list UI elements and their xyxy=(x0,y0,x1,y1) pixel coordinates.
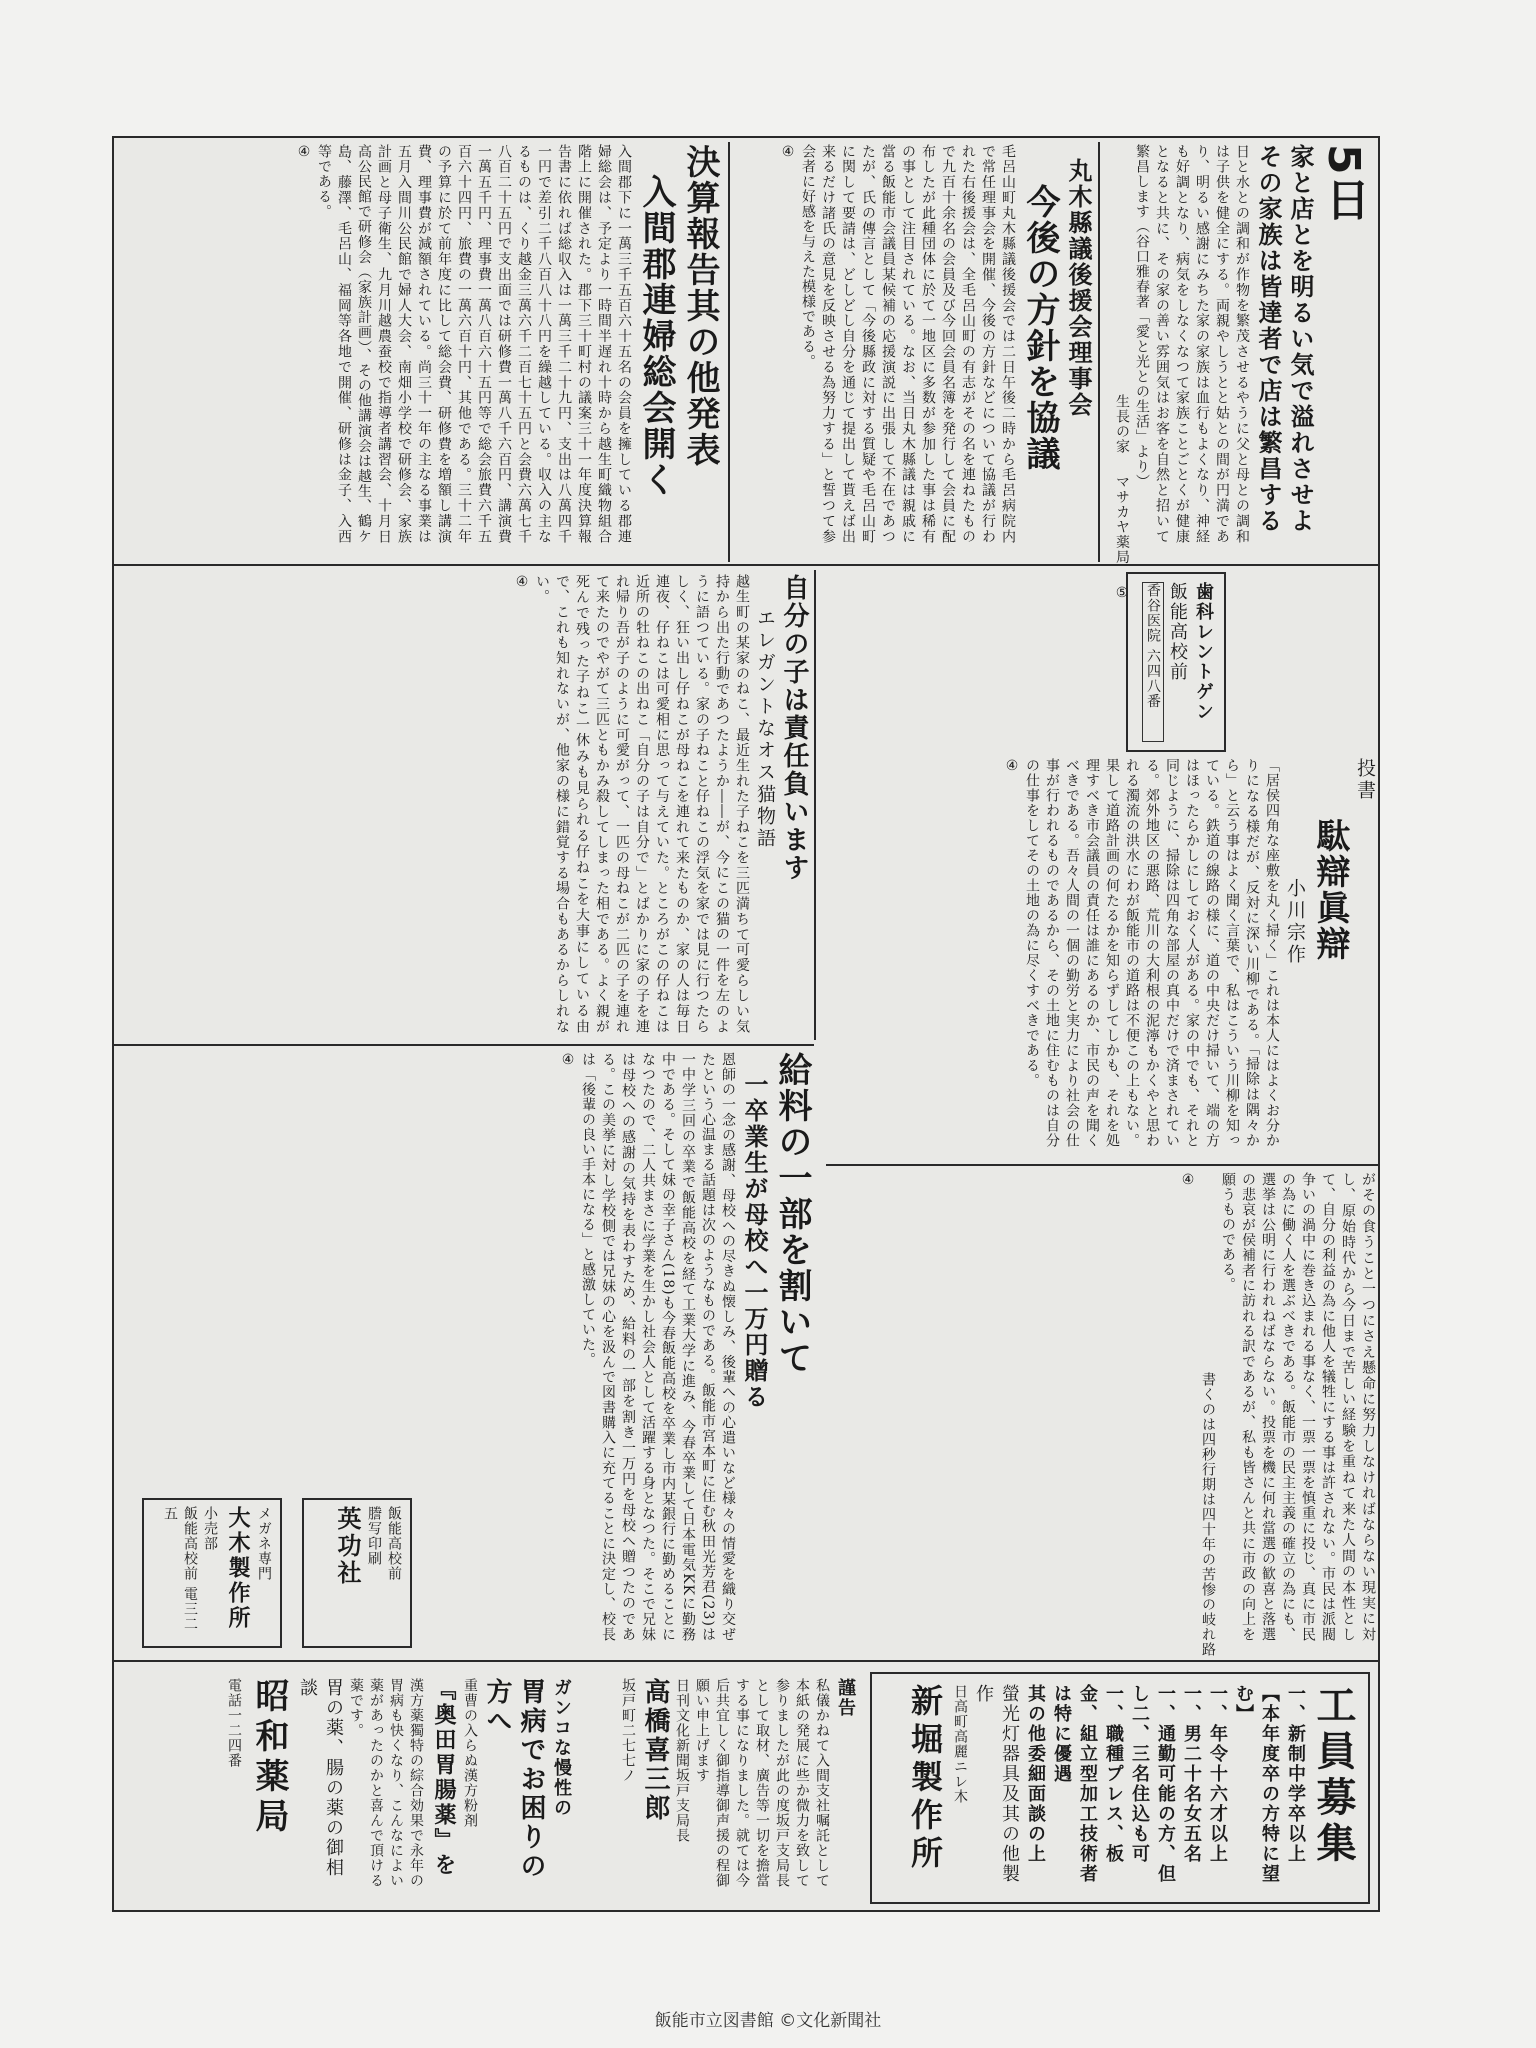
recruit-item-3: 一、年令十六才以上 xyxy=(1207,1684,1228,1864)
recruit-item-6: 一、職種プレス、板金、組立型加工技術者は特に優遇 xyxy=(1051,1684,1124,1884)
pharmacy-body: 漢方薬獨特の綜合効果で永年の胃病も快くなり、こんなによい薬があったのかと喜んで頂ける薬です。 xyxy=(348,1678,424,1888)
salary-headline-2: 一卒業生が母校へ一万円贈る xyxy=(740,1072,769,1410)
divider xyxy=(814,570,816,1040)
notice-name: 高橋喜三郎 xyxy=(640,1678,670,1823)
salary-article xyxy=(414,1052,814,1652)
daben-kicker: 投書 xyxy=(1354,758,1376,802)
recruit-address: 日高町高麗ニレ木 xyxy=(952,1684,968,1804)
recruit-company: 新堀製作所 xyxy=(906,1684,944,1874)
daben-author: 小川宗作 xyxy=(1284,878,1306,966)
megane-ad-line2: 大木製作所 xyxy=(225,1506,250,1631)
divider xyxy=(1098,142,1100,562)
eiko-ad-line2: 謄写印刷 xyxy=(366,1506,382,1566)
megane-ad-line1: メガネ専門 xyxy=(256,1506,272,1581)
dental-ad-title: 歯科レントゲン xyxy=(1193,582,1214,722)
notice-body: 私儀かねて入間支社嘱託として本紙の発展に些か微力を致して参りましたが此の度坂戸支局長として取材、廣告等一切を擔當する事になりました。就ては今后共宜しく御指導御声援の程御願い申上げます xyxy=(694,1678,830,1888)
notice-title: 謹告 xyxy=(835,1678,856,1718)
cat-mark: ④ xyxy=(514,574,530,591)
budget-headline-2: 入間郡連婦総会開く xyxy=(636,174,676,498)
salary-headline-1: 給料の一部を割いて xyxy=(772,1052,812,1376)
pharmacy-sub: 重曹の入らぬ漢方粉剤 xyxy=(462,1678,478,1828)
salary-mark: ④ xyxy=(560,1052,576,1069)
election-body: がその食うこと一つにさえ懸命に努力しなければならない現実に対し、原始時代から今日まで苦しい経験を重ねて来た人間の本性として、自分の利益の為に他人を犠牲にする事は許されない。市民は派閥争いの渦中に巻き込まれる事なく、一票一票を慎重に投じ、真に市民の為に働く人を選ぶべきである。飯能市の民主主義の確立の為にも、選挙は公明に行われねばならない。投票を機に何れ當選の歓喜と落選の悲哀が侯補者に訪れる訳であるが、私も皆さんと共に市政の向上を願うものである。 xyxy=(1220,1172,1376,1642)
pharmacy-lead: ガンコな慢性の xyxy=(551,1678,572,1818)
recruit-item-7: 其の他委細面談の上 xyxy=(1025,1684,1046,1864)
daily-quote-headline: 家と店とを明るい気で溢れさせよ その家族は皆達者で店は繁昌する xyxy=(1254,144,1315,560)
marugi-body: 毛呂山町丸木縣議後援会では二日午後二時から毛呂病院内で常任理事会を開催、今後の方針などについて協議が行われた右後援会は、全毛呂山町の有志がその名を連ねたもので九百十余名の会員及び今回会員名簿を発行して会員に配布したが此種団体に於て一地区に多数が参加した事は稀有の事として注目されている。なお、当日丸木縣議は親戚に當る飯能市会議員某候補の応援演説に出張して不在であつたが、氏の傳言として「今後縣政に対する質疑や毛呂山町に関して要請は、どしどし自分を通じて提出して貰えば出来るだけ諸氏の意見を反映させる為努力する」と誓つて参会者に好感を与えた模様である。 xyxy=(800,144,1016,544)
salary-body: 恩師の一念の感謝、母校への尽きぬ懐しみ、後輩への心遣いなど様々の情愛を織り交ぜたという心温まる話題は次のようなものである。飯能市宮本町に住む秋田光芳君(23)は一中学三回の卒業で飯能高校を経て工業大学に進み、今春卒業して日本電気KKに勤務中である。そして妹の幸子さん(18)も今春飯能高校を卒業し市内某銀行に勤めることになつたので、二人共まさに学業を生かし社会人として活躍する身となつた。そこで兄妹は母校への感謝の気持を表わすため、給料の一部を割き一万円を母校へ贈つたのである。この美挙に対し学校側では兄妹の心を汲んで図書購入に充てることに決定し、校長は「後輩の良い手本になる」と感激していた。 xyxy=(580,1052,736,1643)
day-label: 5日 xyxy=(1318,144,1369,223)
marugi-headline: 今後の方針を協議 xyxy=(1020,184,1060,472)
archive-footer: 飯能市立図書館 ©文化新聞社 xyxy=(654,2011,882,2031)
cat-headline-2: エレガントなオス猫物語 xyxy=(754,608,776,850)
pharmacy-shop: 昭和薬局 xyxy=(249,1678,289,1838)
notice-org: 日刊文化新聞坂戸支局長 xyxy=(674,1678,690,1843)
recruit-title: 工員募集 xyxy=(1310,1684,1356,1868)
newspaper-page xyxy=(112,136,1380,1912)
daily-quote-sign: 生長の家 マサカヤ薬局 ⑤ xyxy=(1114,394,1130,602)
recruit-product: 螢光灯器具及其の他製作 xyxy=(973,1684,1020,1884)
megane-ad-line4: 飯能高校前 電三二五 xyxy=(162,1506,198,1632)
budget-article xyxy=(122,144,722,560)
cat-body: 越生町の某家のねこ、最近生れた子ねこを三匹満ちて可愛らしい気持から出た行動であつたようか――が、今にこの猫の一件を左のように語つている。家の子ねこと仔ねこの浮気を家では見に行つたらしく、狂い出し仔ねこが母ねこを連れて来たものか、家の人は毎日連夜、仔ねこは可愛相に思って与えていた。ところがこの仔ねこは近所の牡ねこの出ねこ「自分の子は自分で」とばかりに家の子を連れ帰り吾が子のように可愛がって、一匹の母ねこが二匹の子を連れて来たのでやがて三匹ともかみ殺してしまった相である。よく親が死んで残った子ねこ一休みも見られる仔ねこを大事にしている由で、これも知れないが、他家の様に錯覚する場合もあるからしれない。 xyxy=(534,574,750,1034)
pharmacy-tel: 電話一二四番 xyxy=(226,1678,242,1768)
recruit-ad xyxy=(870,1672,1370,1904)
recruit-item-1: 一、新制中学卒以上 xyxy=(1285,1684,1306,1864)
election-article xyxy=(826,1172,1378,1658)
daben-mark: ④ xyxy=(1004,758,1020,775)
daily-quote-body: 日と水との調和が作物を繁茂させるやうに父と母との調和は子供を健全にする。両親やしうとと姑との間が円満であり、明るい感謝にみちた家の家族は血行もよくなり、神経も好調となり、病気をしなくなつて家族ことごとくが健康となると共に、その家の善い雰囲気はお客を自然と招いて繁昌します（谷口雅春著「愛と光との生活」より） xyxy=(1134,144,1250,544)
divider xyxy=(114,1660,1378,1662)
divider xyxy=(114,1044,814,1046)
election-mark: ④ xyxy=(1180,1172,1196,1189)
daily-quote xyxy=(1098,144,1370,602)
dental-ad-place: 飯能高校前 xyxy=(1167,582,1188,682)
salary-continuation xyxy=(122,1052,408,1492)
dental-ad xyxy=(1126,572,1226,752)
daben-article xyxy=(826,758,1378,1158)
election-tail: 書くのは四秒行期は四十年の苦惨の岐れ路 xyxy=(1200,1372,1216,1657)
cat-headline-1: 自分の子は責任負います xyxy=(779,574,809,882)
megane-ad-line3: 小売部 xyxy=(202,1506,218,1551)
pharmacy-headline: 胃病でお困りの方へ xyxy=(482,1678,546,1881)
marugi-article xyxy=(734,144,1094,560)
eiko-ad-line1: 飯能高校前 xyxy=(386,1506,402,1581)
notice-ad xyxy=(584,1672,864,1904)
divider xyxy=(728,142,730,562)
eiko-ad-line3: 英功社 xyxy=(333,1506,361,1587)
divider xyxy=(114,564,1378,566)
notice-address: 坂戸町二七七ノ xyxy=(620,1678,636,1783)
recruit-item-5: 一、通勤可能の方、但し二、三名住込も可 xyxy=(1129,1684,1176,1884)
marugi-mark: ④ xyxy=(780,144,796,161)
cat-article xyxy=(122,574,810,1044)
pharmacy-product: 『奥田胃腸薬』を xyxy=(431,1678,456,1878)
eiko-ad xyxy=(302,1498,412,1648)
daben-headline: 駄辯眞辯 xyxy=(1310,818,1350,962)
megane-ad xyxy=(142,1498,282,1648)
pharmacy-consult: 胃の薬、腸の薬の御相談 xyxy=(297,1678,344,1878)
pharmacy-ad xyxy=(124,1672,580,1904)
dental-ad-stamp: 香谷医院 六四八番 xyxy=(1142,582,1164,742)
budget-mark: ④ xyxy=(296,144,312,161)
divider xyxy=(826,1164,1378,1166)
recruit-item-2: 【本年度卒の方特に望む】 xyxy=(1233,1684,1280,1884)
budget-headline-1: 決算報告其の他発表 xyxy=(680,144,720,468)
daben-body: 「居侯四角な座敷を丸く掃く」これは本人にはよくお分かりになる様だが、反対に深い川柳である。「掃除は隅々から」と云う事はよく聞く言葉で、私はこういう川柳を知っている。鉄道の線路の様に、道の中央だけ掃いて、端の方はほったらかしにしておく人がある。家の中でも、それと同じように、掃除は四角な部屋の真中だけで済まされている。郊外地区の悪路、荒川の大利根の泥濘もかくやと思われる濁流の洪水にわが飯能市の道路は不便この上もない。果して道路計画の何たるかを知らずしてしかも、それを処理すべき市会議員の責任は誰にあるのか、市民の声を聞くべきである。吾々人間の一個の勤労と実力により社会の仕事が行われるものであるから、その土地に住むものは自分の仕事をしてその土地の為に尽くすべきである。 xyxy=(1024,758,1280,1148)
budget-body: 入間郡下に一萬三千五百六十五名の会員を擁している郡連婦総会は、予定より一時間半遅れ十時から越生町織物組合階上に開催された。郡下三十町村の議案三十一年度決算報告書に依れば総収入は一萬三千二十九円、支出は八萬四千一円で差引二千八百八十八円を繰越している。収入の主なるものは、くり越金三萬六千二百七十五円と会費六萬七千八百二十五円で支出面では研修費一萬八千六百円、講演費一萬五千円、理事費一萬八百六十五円等で総会旅費六千五百六十四円、旅費の一萬六百十円、其他である。三十二年の予算に於て前年度に比して総会費、研修費を増額し講演費、理事費が減額されている。尚三十一年の主なる事業は五月入間川公民館で婦人大会、南畑小学校で研修会、家族計画と母子衛生、九月川越農蚕校で指導者講習会、十月日高公民館で研修会（家族計画）、その他講演会は越生、鶴ケ島、藤澤、毛呂山、福岡等各地で開催、研修は金子、入西等である。 xyxy=(316,144,632,544)
marugi-kicker: 丸木縣議後援会理事会 xyxy=(1064,158,1093,418)
recruit-item-4: 一、男二十名女五名 xyxy=(1181,1684,1202,1864)
